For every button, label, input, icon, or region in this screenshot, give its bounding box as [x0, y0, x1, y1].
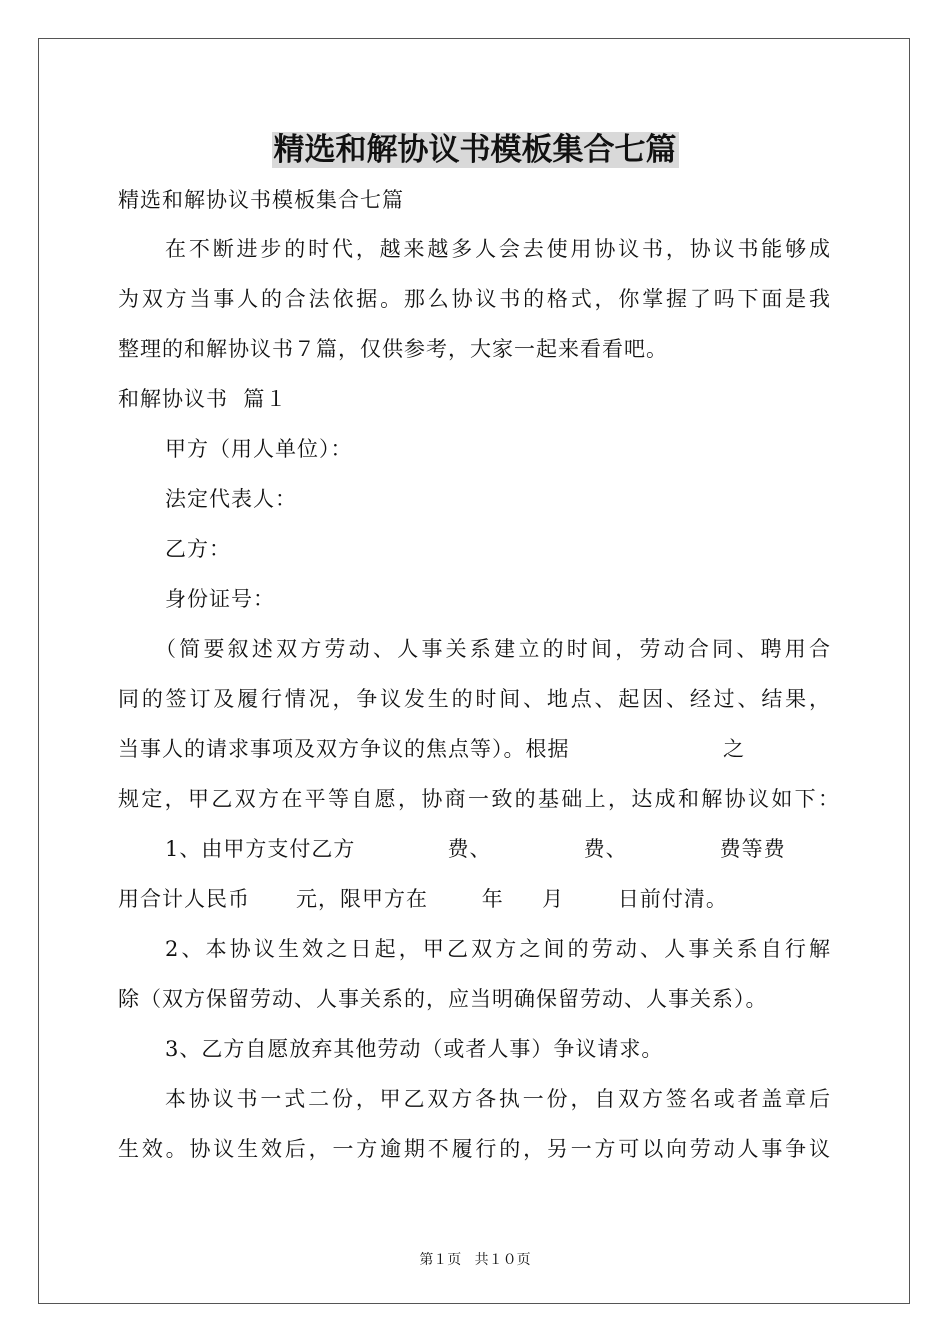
paragraph-line: 规定，甲乙双方在平等自愿，协商一致的基础上，达成和解协议如下： [118, 787, 840, 811]
clause-1-line: 1、由甲方支付乙方 费、 费、 费等费 [165, 837, 786, 861]
paragraph-line: 为双方当事人的合法依据。那么协议书的格式，你掌握了吗下面是我 [118, 287, 831, 311]
party-a-line: 甲方（用人单位）： [165, 437, 353, 461]
clause-2-line: 除（双方保留劳动、人事关系的，应当明确保留劳动、人事关系）。 [118, 987, 768, 1011]
paragraph-line: 整理的和解协议书７篇，仅供参考，大家一起来看看吧。 [118, 337, 668, 361]
page-border [38, 38, 910, 1304]
page-footer: 第１页 共１０页 [419, 1252, 531, 1268]
clause-2-line: 2、本协议生效之日起，甲乙双方之间的劳动、人事关系自行解 [165, 937, 831, 961]
subtitle-line: 精选和解协议书模板集合七篇 [118, 188, 404, 212]
legal-rep-line: 法定代表人： [165, 487, 297, 511]
document-title: 精选和解协议书模板集合七篇 [273, 132, 677, 168]
section-heading: 和解协议书 篇１ [118, 387, 288, 411]
clause-3-line: 3、乙方自愿放弃其他劳动（或者人事）争议请求。 [165, 1037, 664, 1061]
paragraph-line: 本协议书一式二份，甲乙双方各执一份，自双方签名或者盖章后 [165, 1087, 831, 1111]
clause-1-line: 用合计人民币 元，限甲方在 年 月 日前付清。 [118, 887, 728, 911]
party-b-line: 乙方： [165, 537, 231, 561]
paragraph-line: 当事人的请求事项及双方争议的焦点等）。根据 之 [118, 737, 746, 761]
paragraph-line: 同的签订及履行情况，争议发生的时间、地点、起因、经过、结果， [118, 687, 831, 711]
id-number-line: 身份证号： [165, 587, 275, 611]
paragraph-line: 生效。协议生效后，一方逾期不履行的，另一方可以向劳动人事争议 [118, 1137, 831, 1161]
paragraph-line: （简要叙述双方劳动、人事关系建立的时间，劳动合同、聘用合 [155, 637, 831, 661]
paragraph-line: 在不断进步的时代，越来越多人会去使用协议书，协议书能够成 [165, 237, 831, 261]
